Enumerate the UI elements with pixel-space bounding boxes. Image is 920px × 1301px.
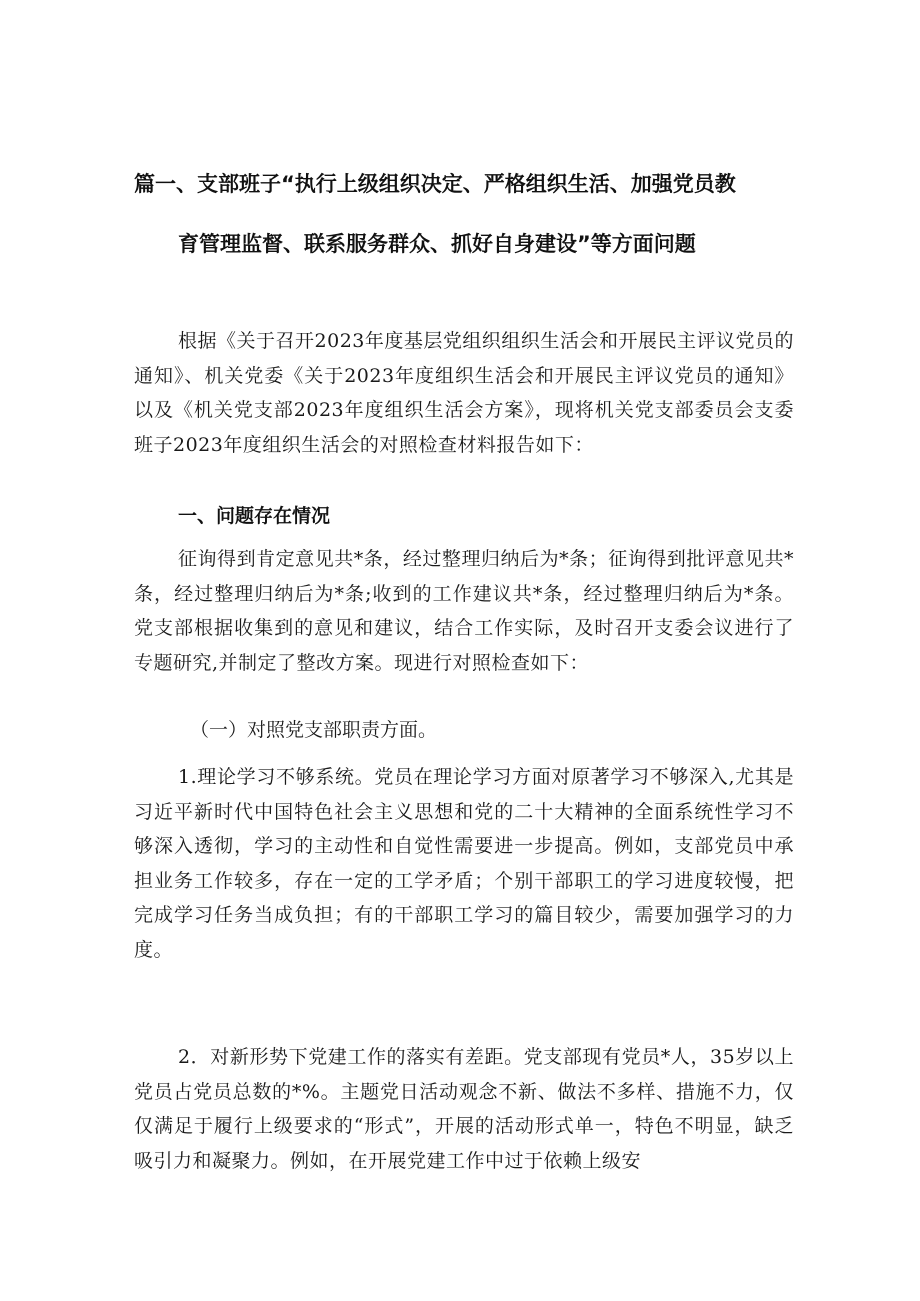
section-heading-problems: 一、问题存在情况 xyxy=(178,505,331,527)
subsection-heading-duties: （一）对照党支部职责方面。 xyxy=(190,719,438,741)
document-title-line-2: 育管理监督、联系服务群众、抓好自身建设”等方面问题 xyxy=(178,232,696,256)
section-paragraph-feedback: 征询得到肯定意见共*条，经过整理归纳后为*条；征询得到批评意见共*条，经过整理归纳后为*条;收到的工作建议共*条，经过整理归纳后为*条。党支部根据收集到的意见和建议，结合工作实际，及时召开支委会议进行了专题研究,并制定了整改方案。现进行对照检查如下： xyxy=(134,548,794,674)
item-paragraph-party-building: 2．对新形势下党建工作的落实有差距。党支部现有党员*人，35岁以上党员占党员总数的*%。主题党日活动观念不新、做法不多样、措施不力，仅仅满足于履行上级要求的“形式”，开展的活动形式单一，特色不明显，缺乏吸引力和凝聚力。例如，在开展党建工作中过于依赖上级安 xyxy=(134,1046,794,1172)
document-title-line-1: 篇一、支部班子“执行上级组织决定、严格组织生活、加强党员教 xyxy=(134,172,736,196)
item-paragraph-theory-study: 1.理论学习不够系统。党员在理论学习方面对原著学习不够深入,尤其是习近平新时代中国特色社会主义思想和党的二十大精神的全面系统性学习不够深入透彻，学习的主动性和自觉性需要进一步提高。例如，支部党员中承担业务工作较多，存在一定的工学矛盾；个别干部职工的学习进度较慢，把完成学习任务当成负担；有的干部职工学习的篇目较少，需要加强学习的力度。 xyxy=(134,766,794,961)
intro-paragraph: 根据《关于召开2023年度基层党组织组织生活会和开展民主评议党员的通知》、机关党委《关于2023年度组织生活会和开展民主评议党员的通知》以及《机关党支部2023年度组织生活会方案》，现将机关党支部委员会支委班子2023年度组织生活会的对照检查材料报告如下： xyxy=(134,330,794,456)
